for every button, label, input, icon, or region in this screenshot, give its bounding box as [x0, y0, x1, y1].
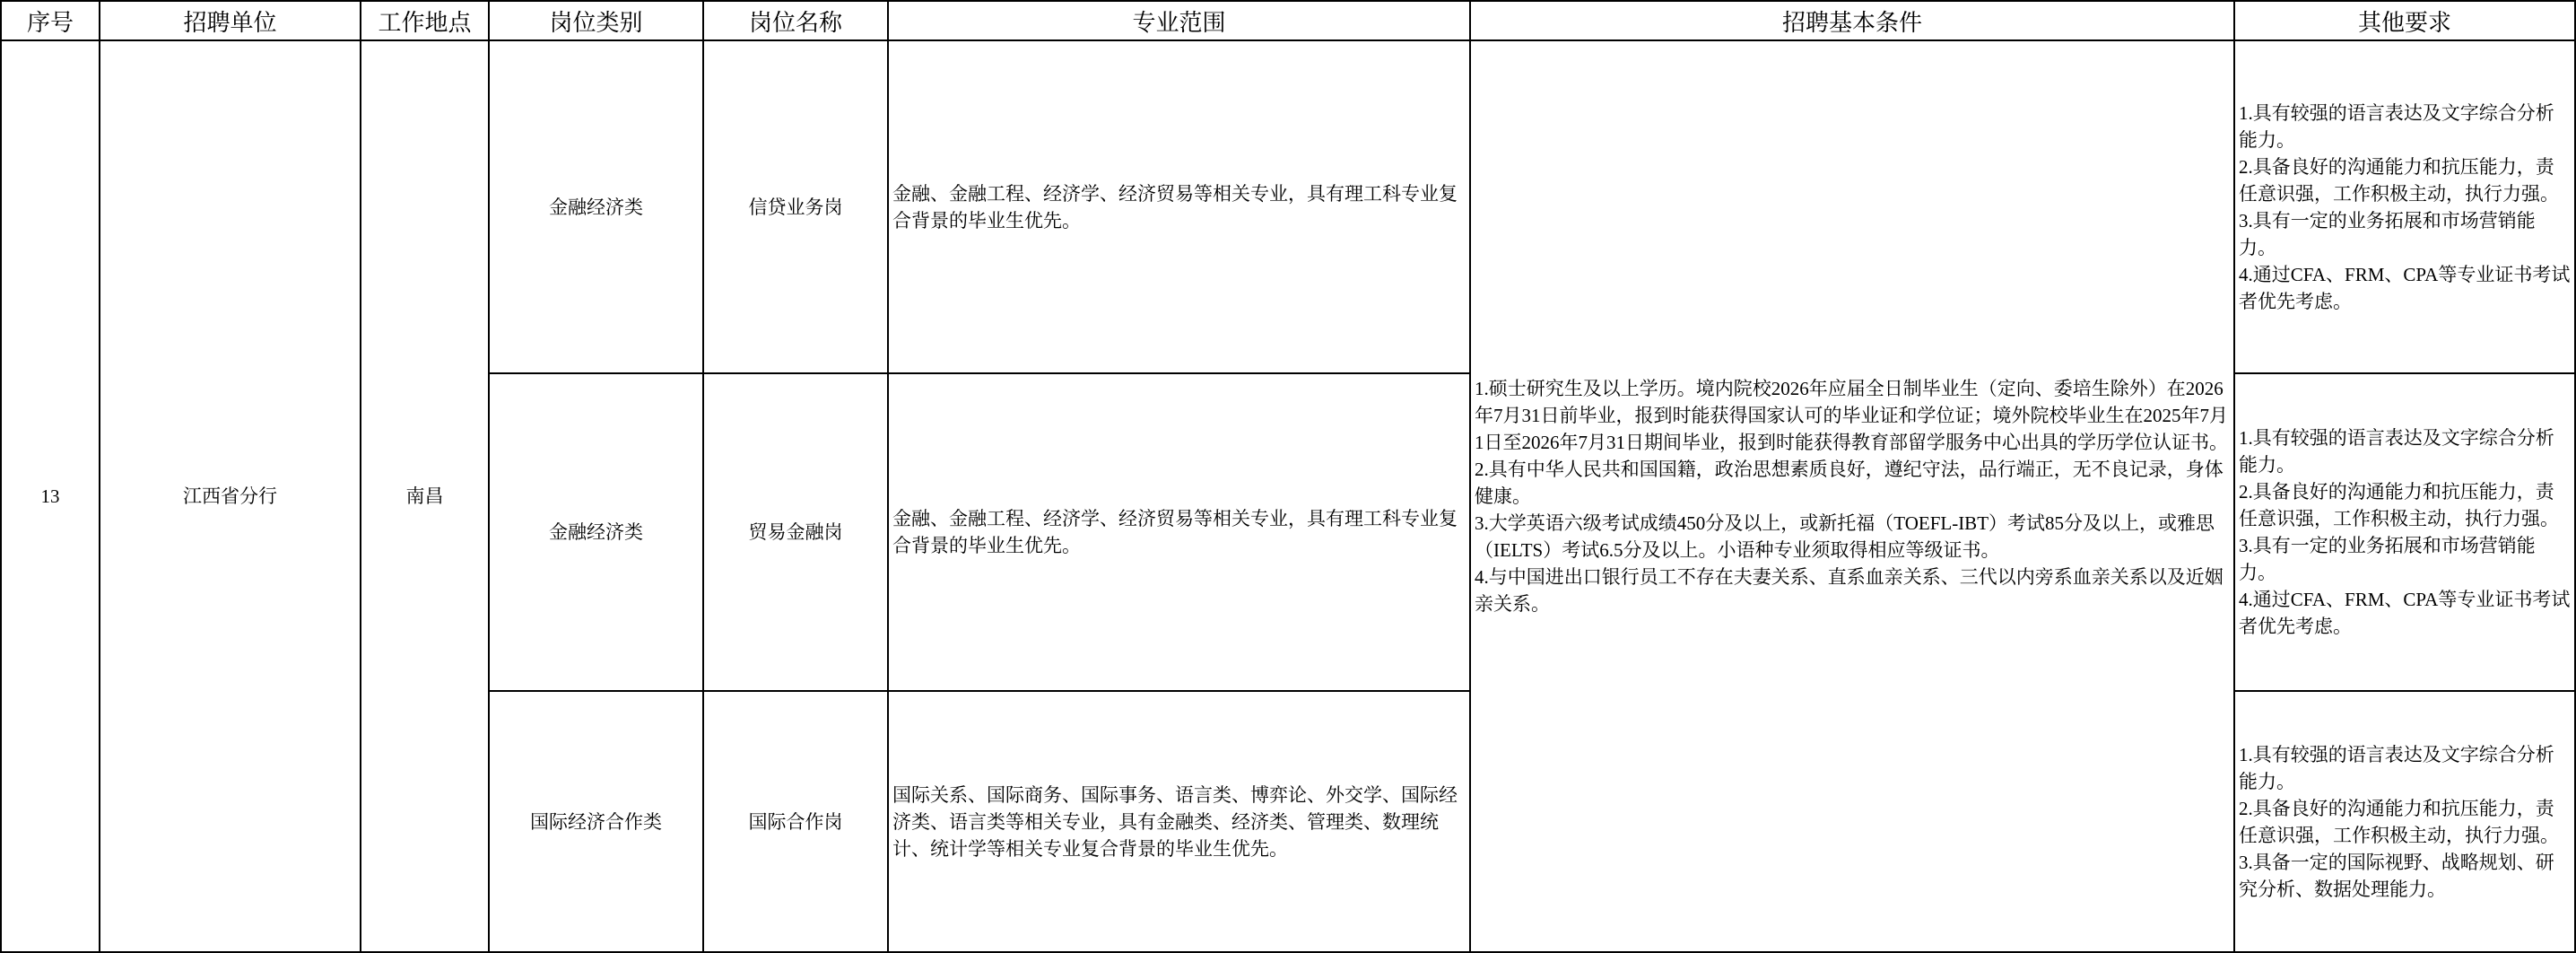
table-row — [1, 40, 2575, 373]
requirement-item: 1.具有较强的语言表达及文字综合分析能力。 — [2239, 101, 2554, 151]
requirements-cell — [2234, 691, 2575, 952]
basic-conditions-cell — [1470, 40, 2234, 952]
requirement-item: 1.具有较强的语言表达及文字综合分析能力。 — [2239, 743, 2554, 792]
requirement-item: 2.具备良好的沟通能力和抗压能力，责任意识强，工作积极主动，执行力强。 — [2239, 797, 2559, 846]
requirements-cell — [2234, 40, 2575, 373]
position-name-cell: 信贷业务岗 — [703, 40, 888, 373]
requirement-item: 3.具有一定的业务拓展和市场营销能力。 — [2239, 535, 2536, 583]
unit-cell: 江西省分行 — [100, 40, 361, 952]
header-index: 序号 — [1, 1, 100, 40]
header-basic-conditions: 招聘基本条件 — [1470, 1, 2234, 40]
majors-cell: 国际关系、国际商务、国际事务、语言类、博弈论、外交学、国际经济类、语言类等相关专业，具有金融类、经济类、管理类、数理统计、统计学等相关专业复合背景的毕业生优先。 — [888, 691, 1470, 952]
requirement-item: 2.具备良好的沟通能力和抗压能力，责任意识强，工作积极主动，执行力强。 — [2239, 155, 2559, 205]
index-cell: 13 — [1, 40, 100, 952]
position-name-cell: 国际合作岗 — [703, 691, 888, 952]
requirement-item: 3.具备一定的国际视野、战略规划、研究分析、数据处理能力。 — [2239, 851, 2554, 900]
condition-item: 2.具有中华人民共和国国籍，政治思想素质良好，遵纪守法，品行端正，无不良记录，身体健康。 — [1475, 459, 2224, 507]
requirement-item: 2.具备良好的沟通能力和抗压能力，责任意识强，工作积极主动，执行力强。 — [2239, 481, 2559, 529]
majors-cell: 金融、金融工程、经济学、经济贸易等相关专业，具有理工科专业复合背景的毕业生优先。 — [888, 40, 1470, 373]
header-unit: 招聘单位 — [100, 1, 361, 40]
category-cell: 金融经济类 — [489, 40, 703, 373]
requirements-cell — [2234, 373, 2575, 691]
condition-item: 3.大学英语六级考试成绩450分及以上，或新托福（TOEFL-IBT）考试85分及以上，或雅思（IELTS）考试6.5分及以上。小语种专业须取得相应等级证书。 — [1475, 512, 2215, 561]
majors-cell: 金融、金融工程、经济学、经济贸易等相关专业，具有理工科专业复合背景的毕业生优先。 — [888, 373, 1470, 691]
requirement-item: 1.具有较强的语言表达及文字综合分析能力。 — [2239, 427, 2554, 476]
header-other-requirements: 其他要求 — [2234, 1, 2575, 40]
header-row — [1, 1, 2575, 40]
header-location: 工作地点 — [361, 1, 489, 40]
requirement-item: 4.通过CFA、FRM、CPA等专业证书考试者优先考虑。 — [2239, 589, 2571, 637]
header-category: 岗位类别 — [489, 1, 703, 40]
requirement-item: 3.具有一定的业务拓展和市场营销能力。 — [2239, 209, 2536, 258]
requirement-item: 4.通过CFA、FRM、CPA等专业证书考试者优先考虑。 — [2239, 263, 2571, 312]
location-cell: 南昌 — [361, 40, 489, 952]
condition-item: 1.硕士研究生及以上学历。境内院校2026年应届全日制毕业生（定向、委培生除外）在2026年7月31日前毕业，报到时能获得国家认可的毕业证和学位证；境外院校毕业生在2025年7月1日至2026年7月31日期间毕业，报到时能获得教育部留学服务中心出具的学历学位认证书。 — [1475, 378, 2228, 453]
category-cell: 国际经济合作类 — [489, 691, 703, 952]
condition-item: 4.与中国进出口银行员工不存在夫妻关系、直系血亲关系、三代以内旁系血亲关系以及近姻亲关系。 — [1475, 566, 2224, 615]
position-name-cell: 贸易金融岗 — [703, 373, 888, 691]
header-majors: 专业范围 — [888, 1, 1470, 40]
category-cell: 金融经济类 — [489, 373, 703, 691]
header-position: 岗位名称 — [703, 1, 888, 40]
